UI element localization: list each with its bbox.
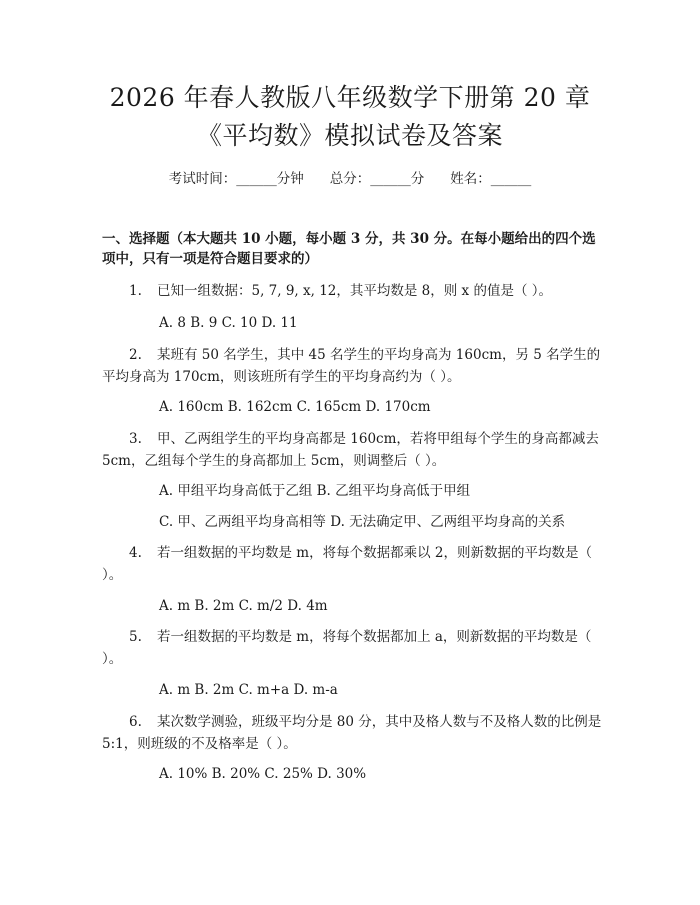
student-name-field: 姓名：______ — [450, 171, 532, 187]
question-6-options: A. 10% B. 20% C. 25% D. 30% — [159, 766, 367, 782]
question-number: 5. — [129, 629, 142, 645]
exam-info-line — [0, 169, 700, 189]
question-text: 若一组数据的平均数是 m，将每个数据都加上 a，则新数据的平均数是（ ）。 — [102, 629, 592, 667]
exam-time-field: 考试时间：______分钟 — [168, 171, 304, 187]
question-number: 2. — [129, 347, 142, 363]
question-text: 某次数学测验，班级平均分是 80 分，其中及格人数与不及格人数的比例是 5:1，则班级的不及格率是（ ）。 — [102, 714, 602, 752]
question-3-options-line-2: C. 甲、乙两组平均身高相等 D. 无法确定甲、乙两组平均身高的关系 — [159, 514, 566, 530]
document-title-line-2: 《平均数》模拟试卷及答案 — [196, 121, 503, 150]
question-3 — [102, 428, 602, 472]
total-score-field: 总分：______分 — [329, 171, 425, 187]
question-4-options: A. m B. 2m C. m/2 D. 4m — [159, 598, 328, 614]
question-text: 某班有 50 名学生，其中 45 名学生的平均身高为 160cm，另 5 名学生的平均身高为 170cm，则该班所有学生的平均身高约为（ ）。 — [102, 347, 601, 385]
question-text: 已知一组数据：5, 7, 9, x, 12，其平均数是 8，则 x 的值是（ ）。 — [157, 283, 553, 299]
question-number: 6. — [129, 714, 142, 730]
document-title-line-1: 2026 年春人教版八年级数学下册第 20 章 — [109, 83, 591, 112]
question-text: 甲、乙两组学生的平均身高都是 160cm，若将甲组每个学生的身高都减去 5cm，乙组每个学生的身高都加上 5cm，则调整后（ ）。 — [102, 431, 599, 469]
question-text: 若一组数据的平均数是 m，将每个数据都乘以 2，则新数据的平均数是（ ）。 — [102, 545, 592, 583]
section-heading-line-1: 一、选择题（本大题共 10 小题，每小题 3 分，共 30 分。在每小题给出的四个选 — [102, 231, 596, 247]
question-4 — [102, 542, 602, 586]
question-1 — [102, 280, 602, 302]
question-2-options: A. 160cm B. 162cm C. 165cm D. 170cm — [159, 399, 431, 415]
question-3-options-line-1: A. 甲组平均身高低于乙组 B. 乙组平均身高低于甲组 — [159, 483, 471, 499]
section-heading-line-2: 项中，只有一项是符合题目要求的） — [102, 251, 318, 267]
section-heading — [102, 229, 602, 269]
question-2 — [102, 344, 602, 388]
question-number: 3. — [129, 431, 142, 447]
question-5-options: A. m B. 2m C. m+a D. m-a — [159, 682, 338, 698]
question-number: 1. — [129, 283, 142, 299]
question-number: 4. — [129, 545, 142, 561]
question-5 — [102, 626, 602, 670]
question-1-options: A. 8 B. 9 C. 10 D. 11 — [159, 315, 298, 331]
question-6 — [102, 711, 602, 755]
